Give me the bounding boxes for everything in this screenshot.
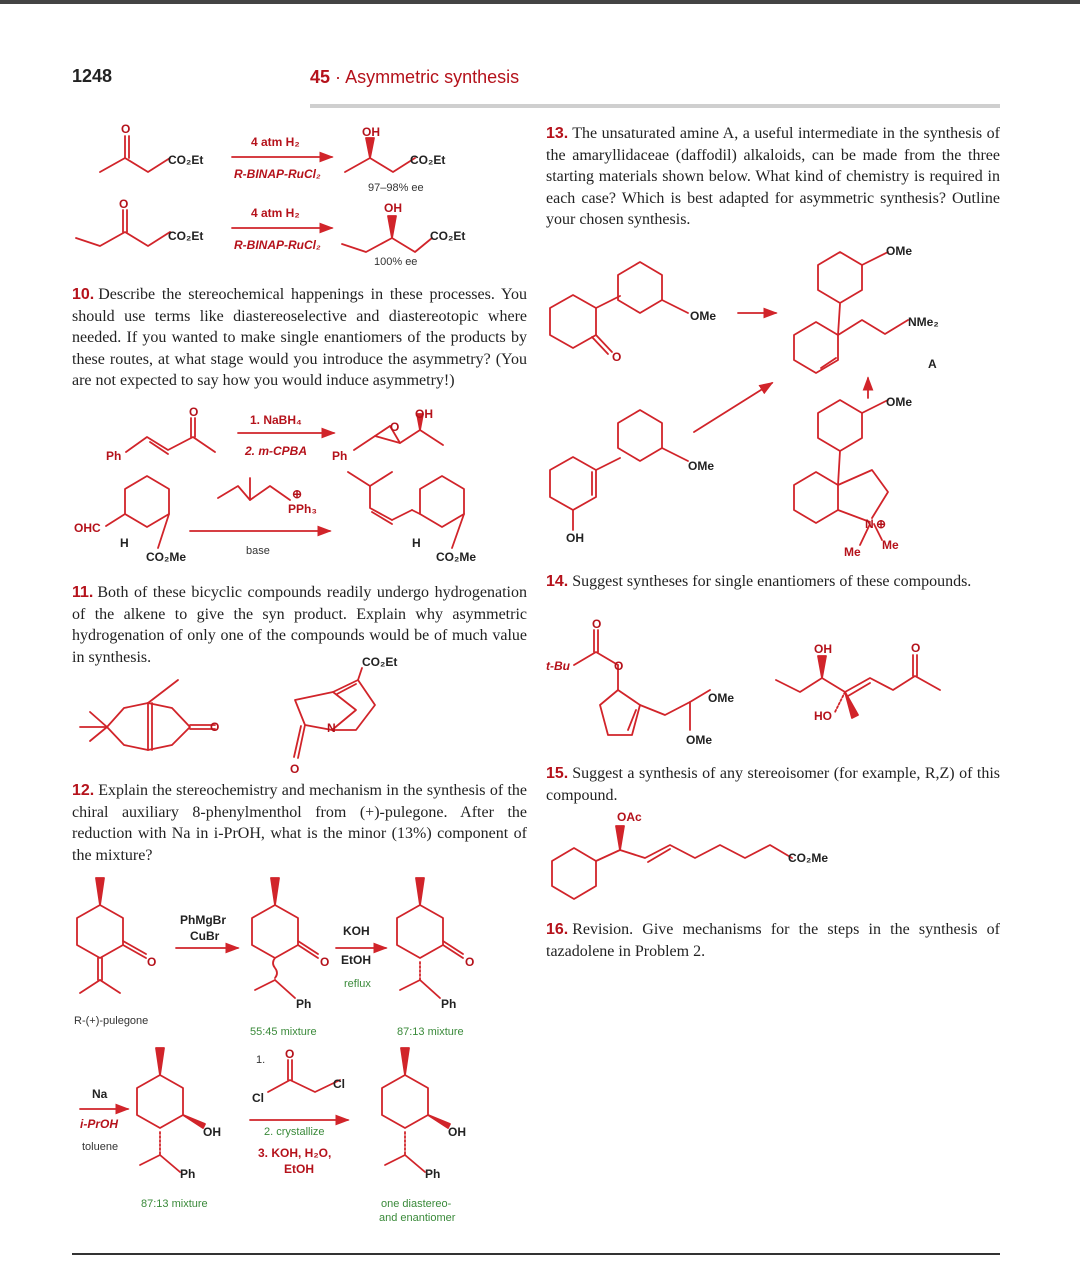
q13-ome-3: OMe — [688, 459, 715, 473]
q13-me-2: Me — [882, 538, 899, 552]
chapter-number: 45 — [310, 67, 331, 87]
q10b-base: base — [246, 545, 270, 557]
q12-r4-o: O — [285, 1047, 295, 1061]
h2-catalyst: R-BINAP-RuCl₂ — [234, 238, 321, 252]
q12-r4-cl-left: Cl — [252, 1091, 264, 1105]
q14-o-ketone: O — [911, 641, 921, 655]
question-11-text: Both of these bicyclic compounds readily undergo hydrogenation of the alkene to give the syn product. Explain why asymmetric hydrogenation of only one of the compounds would be of much value in synthesis. — [72, 584, 527, 666]
q12-o-int2: O — [465, 955, 475, 969]
q12-r4-cl-right: Cl — [333, 1077, 345, 1091]
aldehyde-ester-sm — [106, 476, 169, 548]
question-14-number: 14. — [546, 573, 569, 590]
hydroindolium-salt — [794, 400, 888, 545]
hydroxy-enone — [776, 655, 940, 718]
q10b-ester-sm: CO₂Me — [146, 550, 187, 564]
q14-ome-2: OMe — [686, 733, 713, 747]
chapter-separator: · — [335, 67, 342, 87]
q10b-h-sm: H — [120, 536, 129, 550]
q14-tbu: t-Bu — [546, 659, 570, 673]
question-14-text: Suggest syntheses for single enantiomers of these compounds. — [572, 573, 972, 590]
h2-oh-label: OH — [384, 201, 402, 215]
q12-o-start: O — [147, 955, 157, 969]
pulegone-ring — [77, 878, 146, 993]
bicyclic-enone — [80, 680, 215, 750]
h1-pressure: 4 atm H₂ — [251, 135, 300, 149]
q12-int1-ratio: 55:45 mixture — [250, 1026, 317, 1038]
q13-ome-1: OMe — [690, 309, 717, 323]
conjugate-adduct — [252, 878, 318, 998]
question-16-text: Revision. Give mechanisms for the steps in the synthesis of tazadolene in Problem 2. — [546, 921, 1000, 960]
q13-ome-2: OMe — [886, 244, 913, 258]
q10a-oh: OH — [415, 407, 433, 421]
ketoester-1 — [100, 136, 170, 172]
q10b-h-prod: H — [412, 536, 421, 550]
q12-r1-b: CuBr — [190, 929, 220, 943]
allylic-acetate — [552, 826, 792, 899]
q10a-step1: 1. NaBH₄ — [250, 413, 302, 427]
q10a-o-epoxide: O — [390, 420, 400, 434]
pyrrolizine-ester — [294, 668, 375, 758]
q10b-ester-prod: CO₂Me — [436, 550, 477, 564]
q12-r4-step1: 1. — [256, 1054, 266, 1066]
h1-o-label: O — [121, 122, 131, 136]
q11-o-left: O — [210, 720, 220, 734]
q13-n-plus: N — [865, 517, 874, 531]
question-13-text: The unsaturated amine A, a useful intermediate in the synthesis of the amaryllidaceae (daffodil) alkaloids, can be made from the three starting materials shown below. What kind of chemistry is required in each case? Which is best adapted for asymmetric synthesis? Outline your chosen synthesis. — [546, 125, 1000, 228]
q10a-o-sm: O — [189, 405, 199, 419]
cyclopentene-ester — [574, 630, 710, 735]
h1-catalyst: R-BINAP-RuCl₂ — [234, 167, 321, 181]
h1-ee: 97–98% ee — [368, 182, 424, 194]
q12-oh-final: OH — [448, 1125, 466, 1139]
enone-sm — [126, 418, 215, 454]
q12-r2-a: KOH — [343, 924, 370, 938]
question-16-number: 16. — [546, 921, 569, 938]
q10a-ph-sm: Ph — [106, 449, 122, 463]
q12-final-label-1: one diastereo- — [381, 1198, 452, 1210]
q12-r3-a: Na — [92, 1087, 108, 1101]
olefination-product — [348, 472, 464, 548]
amine-A — [794, 252, 908, 373]
question-12-number: 12. — [72, 782, 95, 799]
q12-ph-int3: Ph — [180, 1167, 196, 1181]
q11-ester: CO₂Et — [362, 655, 398, 669]
q10b-plus: ⊕ — [292, 487, 303, 501]
q14-o-ester: O — [614, 659, 624, 673]
q12-start-label: R-(+)-pulegone — [74, 1015, 149, 1027]
q14-ho: HO — [814, 709, 832, 723]
reaction-arrow-q13b — [694, 383, 772, 432]
q12-ph-int1: Ph — [296, 997, 312, 1011]
q12-r4-step3: 3. KOH, H₂O, — [258, 1146, 332, 1160]
q12-ph-final: Ph — [425, 1167, 441, 1181]
q13-nme2: NMe₂ — [908, 315, 939, 329]
q11-n: N — [327, 721, 336, 735]
q15-oac: OAc — [617, 810, 642, 824]
q11-o-right: O — [290, 762, 300, 776]
h2-o-label: O — [119, 197, 129, 211]
q14-o-carbonyl: O — [592, 617, 602, 631]
hydroxyester-1 — [345, 138, 415, 172]
question-13-number: 13. — [546, 125, 569, 142]
h2-ee: 100% ee — [374, 256, 418, 268]
phenylmenthol-pure — [382, 1048, 450, 1172]
question-15-text: Suggest a synthesis of any stereoisomer (for example, R,Z) of this compound. — [546, 765, 1000, 804]
q12-final-label-2: and enantiomer — [379, 1212, 456, 1224]
question-10-number: 10. — [72, 286, 95, 303]
q14-ome-1: OMe — [708, 691, 735, 705]
q13-oh: OH — [566, 531, 584, 545]
page-number: 1248 — [72, 66, 113, 86]
q12-r2-b: EtOH — [341, 953, 371, 967]
question-11-number: 11. — [72, 584, 94, 601]
h1-ester-sm: CO₂Et — [168, 153, 204, 167]
q13-amine-label: A — [928, 357, 937, 371]
q14-oh: OH — [814, 642, 832, 656]
q12-r4-step3b: EtOH — [284, 1162, 314, 1176]
chloroacyl-chloride — [268, 1060, 340, 1092]
q13-me-1: Me — [844, 545, 861, 559]
q12-ph-int2: Ph — [441, 997, 457, 1011]
q12-oh-int3: OH — [203, 1125, 221, 1139]
footer-rule — [72, 1253, 1000, 1255]
q15-ester: CO₂Me — [788, 851, 829, 865]
chapter-title: Asymmetric synthesis — [345, 67, 520, 87]
equilibrated-ketone — [397, 878, 463, 998]
q10a-ph-prod: Ph — [332, 449, 348, 463]
q12-r2-cond: reflux — [344, 978, 371, 990]
question-10-text: Describe the stereochemical happenings in these processes. You should use terms like diastereoselective and diastereotopic where needed. If you wanted to make single enantiomers of the products by these routes, at what stage would you introduce the asymmetry? (You are not expected to say how you would induce asymmetry!) — [72, 286, 527, 389]
q12-o-int1: O — [320, 955, 330, 969]
q12-r3-b: i-PrOH — [80, 1117, 119, 1131]
q12-r1-a: PhMgBr — [180, 913, 226, 927]
q13-o: O — [612, 350, 622, 364]
q10b-ylide: PPh₃ — [288, 502, 317, 516]
h1-ester-prod: CO₂Et — [410, 153, 446, 167]
q13-plus: ⊕ — [876, 517, 887, 531]
q12-r4-step2: 2. crystallize — [264, 1126, 325, 1138]
q12-int2-ratio: 87:13 mixture — [397, 1026, 464, 1038]
h2-ester-prod: CO₂Et — [430, 229, 466, 243]
q10a-step2: 2. m-CPBA — [245, 444, 308, 458]
q12-int3-ratio: 87:13 mixture — [141, 1198, 208, 1210]
q10b-ohc: OHC — [74, 521, 101, 535]
ketoester-2 — [76, 210, 170, 246]
question-15-number: 15. — [546, 765, 569, 782]
h1-oh-label: OH — [362, 125, 380, 139]
h2-pressure: 4 atm H₂ — [251, 206, 300, 220]
q13-ome-4: OMe — [886, 395, 913, 409]
cyclohexanone-aryl — [550, 262, 688, 354]
question-12-text: Explain the stereochemistry and mechanism in the synthesis of the chiral auxiliary 8-phenylmenthol from (+)-pulegone. After the reduction with Na in i-PrOH, what is the minor (13%) component of the mixture? — [72, 782, 527, 864]
cyclohexenol-aryl — [550, 410, 688, 530]
ylide — [218, 478, 290, 500]
h2-ester-sm: CO₂Et — [168, 229, 204, 243]
phenylmenthol-mixture — [137, 1048, 205, 1172]
q12-r3-solvent: toluene — [82, 1141, 119, 1153]
hydroxyester-2 — [342, 216, 432, 252]
